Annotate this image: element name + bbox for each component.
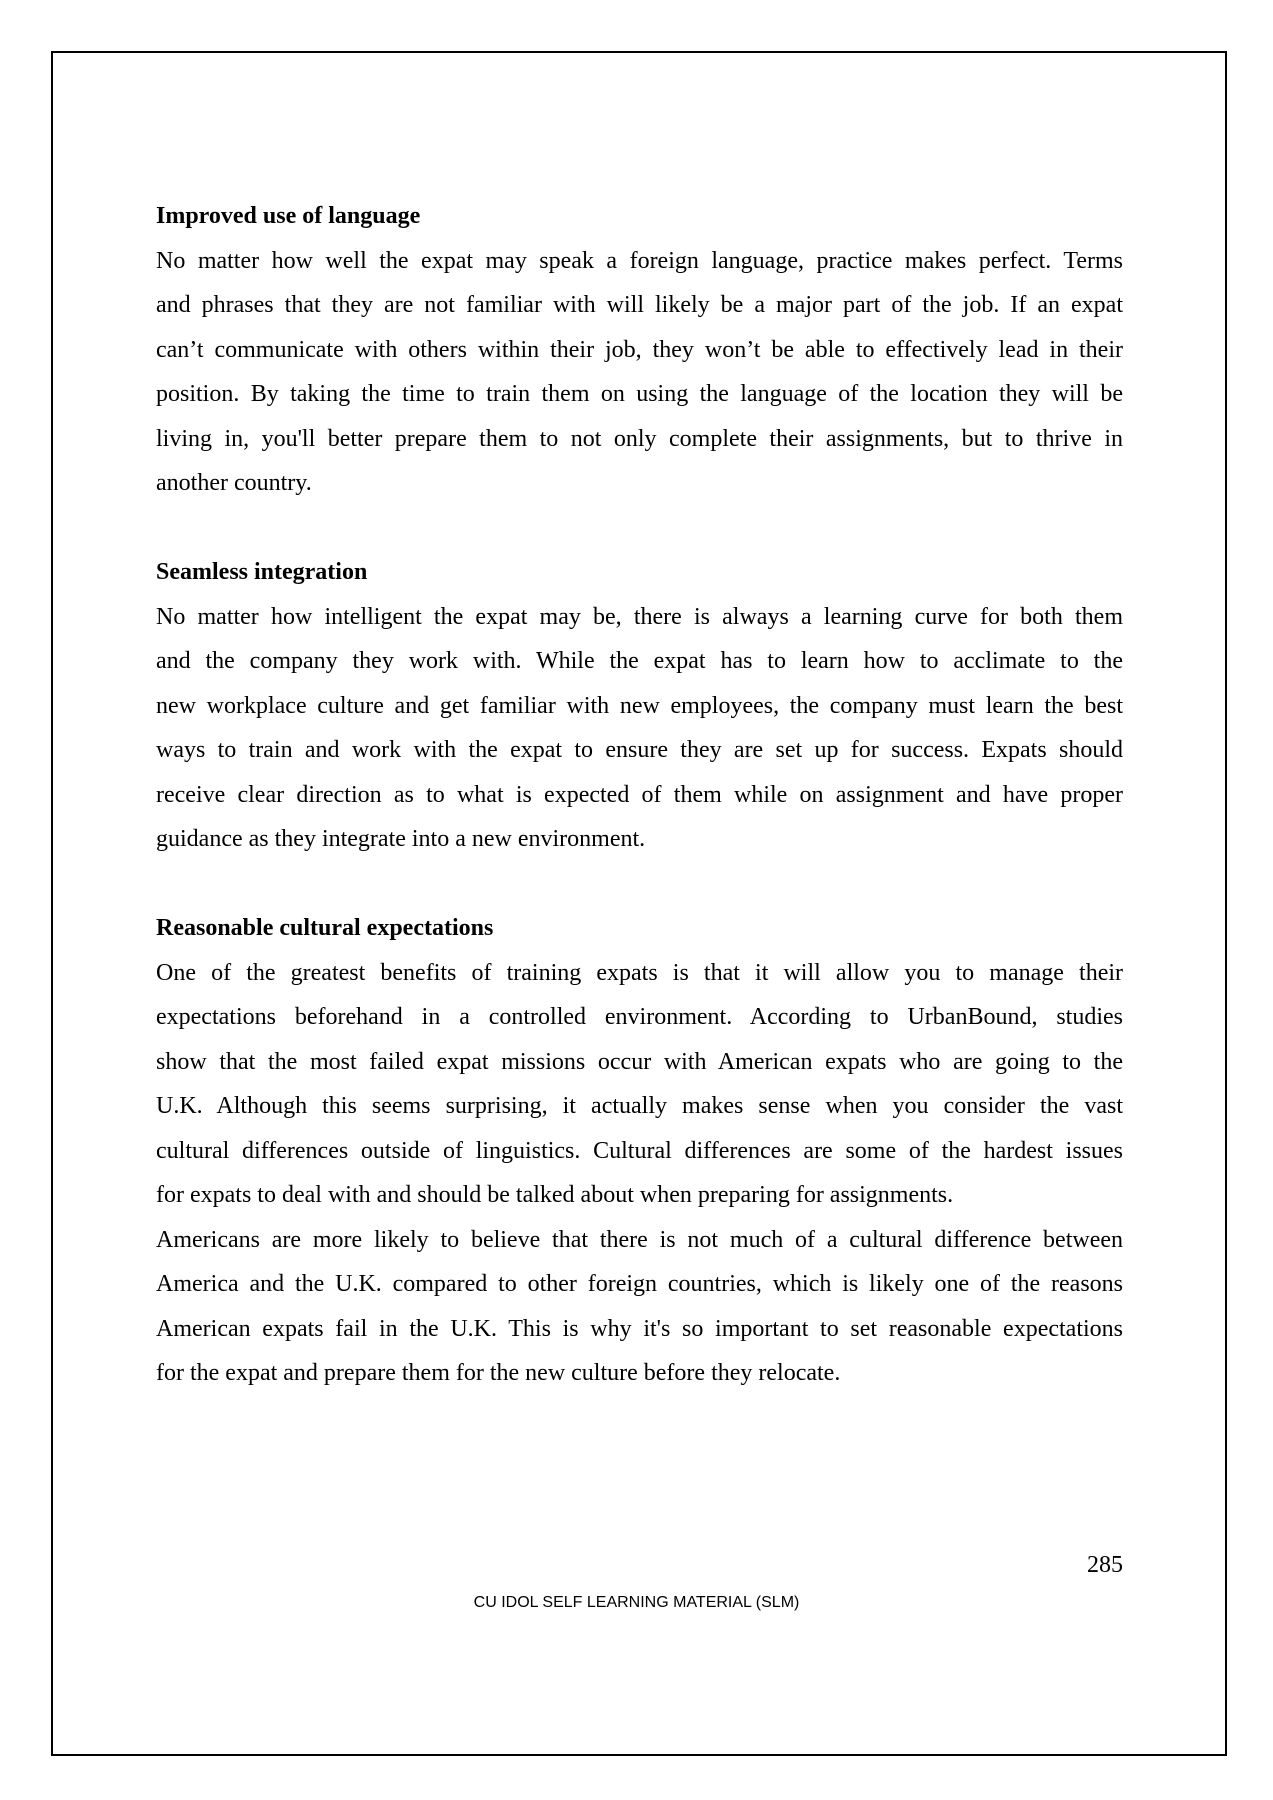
section-heading: Seamless integration: [156, 559, 368, 585]
text-line: receive clear direction as to what is expected of them while on assignment and have proper: [156, 781, 1123, 808]
text-line: Americans are more likely to believe that there is not much of a cultural difference between: [156, 1226, 1123, 1253]
page-number: 285: [1087, 1552, 1123, 1578]
paragraph: [156, 1218, 1123, 1396]
text-line: guidance as they integrate into a new environment.: [156, 826, 646, 852]
text-line: for expats to deal with and should be talked about when preparing for assignments.: [156, 1182, 954, 1208]
text-line: another country.: [156, 470, 312, 496]
text-line: new workplace culture and get familiar with new employees, the company must learn the best: [156, 692, 1123, 719]
paragraph: [156, 595, 1123, 862]
text-line: No matter how well the expat may speak a foreign language, practice makes perfect. Terms: [156, 247, 1123, 274]
section-gap: [156, 506, 1123, 551]
section-heading: Improved use of language: [156, 203, 421, 229]
text-line: American expats fail in the U.K. This is why it's so important to set reasonable expectations: [156, 1315, 1123, 1342]
text-line: and phrases that they are not familiar with will likely be a major part of the job. If an expat: [156, 292, 1123, 318]
text-line: No matter how intelligent the expat may be, there is always a learning curve for both them: [156, 603, 1123, 630]
text-line: and the company they work with. While the expat has to learn how to acclimate to the: [156, 648, 1123, 674]
paragraph: [156, 951, 1123, 1218]
text-line: cultural differences outside of linguistics. Cultural differences are some of the hardest issues: [156, 1137, 1123, 1164]
page-footer: CU IDOL SELF LEARNING MATERIAL (SLM): [473, 1594, 800, 1611]
text-line: position. By taking the time to train them on using the language of the location they will be: [156, 381, 1123, 407]
text-line: America and the U.K. compared to other foreign countries, which is likely one of the reasons: [156, 1271, 1123, 1297]
text-line: show that the most failed expat missions occur with American expats who are going to the: [156, 1048, 1123, 1075]
text-line: living in, you'll better prepare them to not only complete their assignments, but to thrive in: [156, 425, 1123, 452]
document-body: [156, 194, 1123, 1396]
text-line: One of the greatest benefits of training expats is that it will allow you to manage their: [156, 959, 1123, 986]
paragraph: [156, 239, 1123, 506]
text-line: for the expat and prepare them for the new culture before they relocate.: [156, 1360, 841, 1386]
section-heading: Reasonable cultural expectations: [156, 915, 494, 941]
section-gap: [156, 862, 1123, 907]
text-line: U.K. Although this seems surprising, it actually makes sense when you consider the vast: [156, 1093, 1123, 1119]
text-line: can’t communicate with others within their job, they won’t be able to effectively lead in their: [156, 336, 1123, 363]
text-line: ways to train and work with the expat to ensure they are set up for success. Expats should: [156, 737, 1123, 763]
text-line: expectations beforehand in a controlled environment. According to UrbanBound, studies: [156, 1004, 1123, 1030]
